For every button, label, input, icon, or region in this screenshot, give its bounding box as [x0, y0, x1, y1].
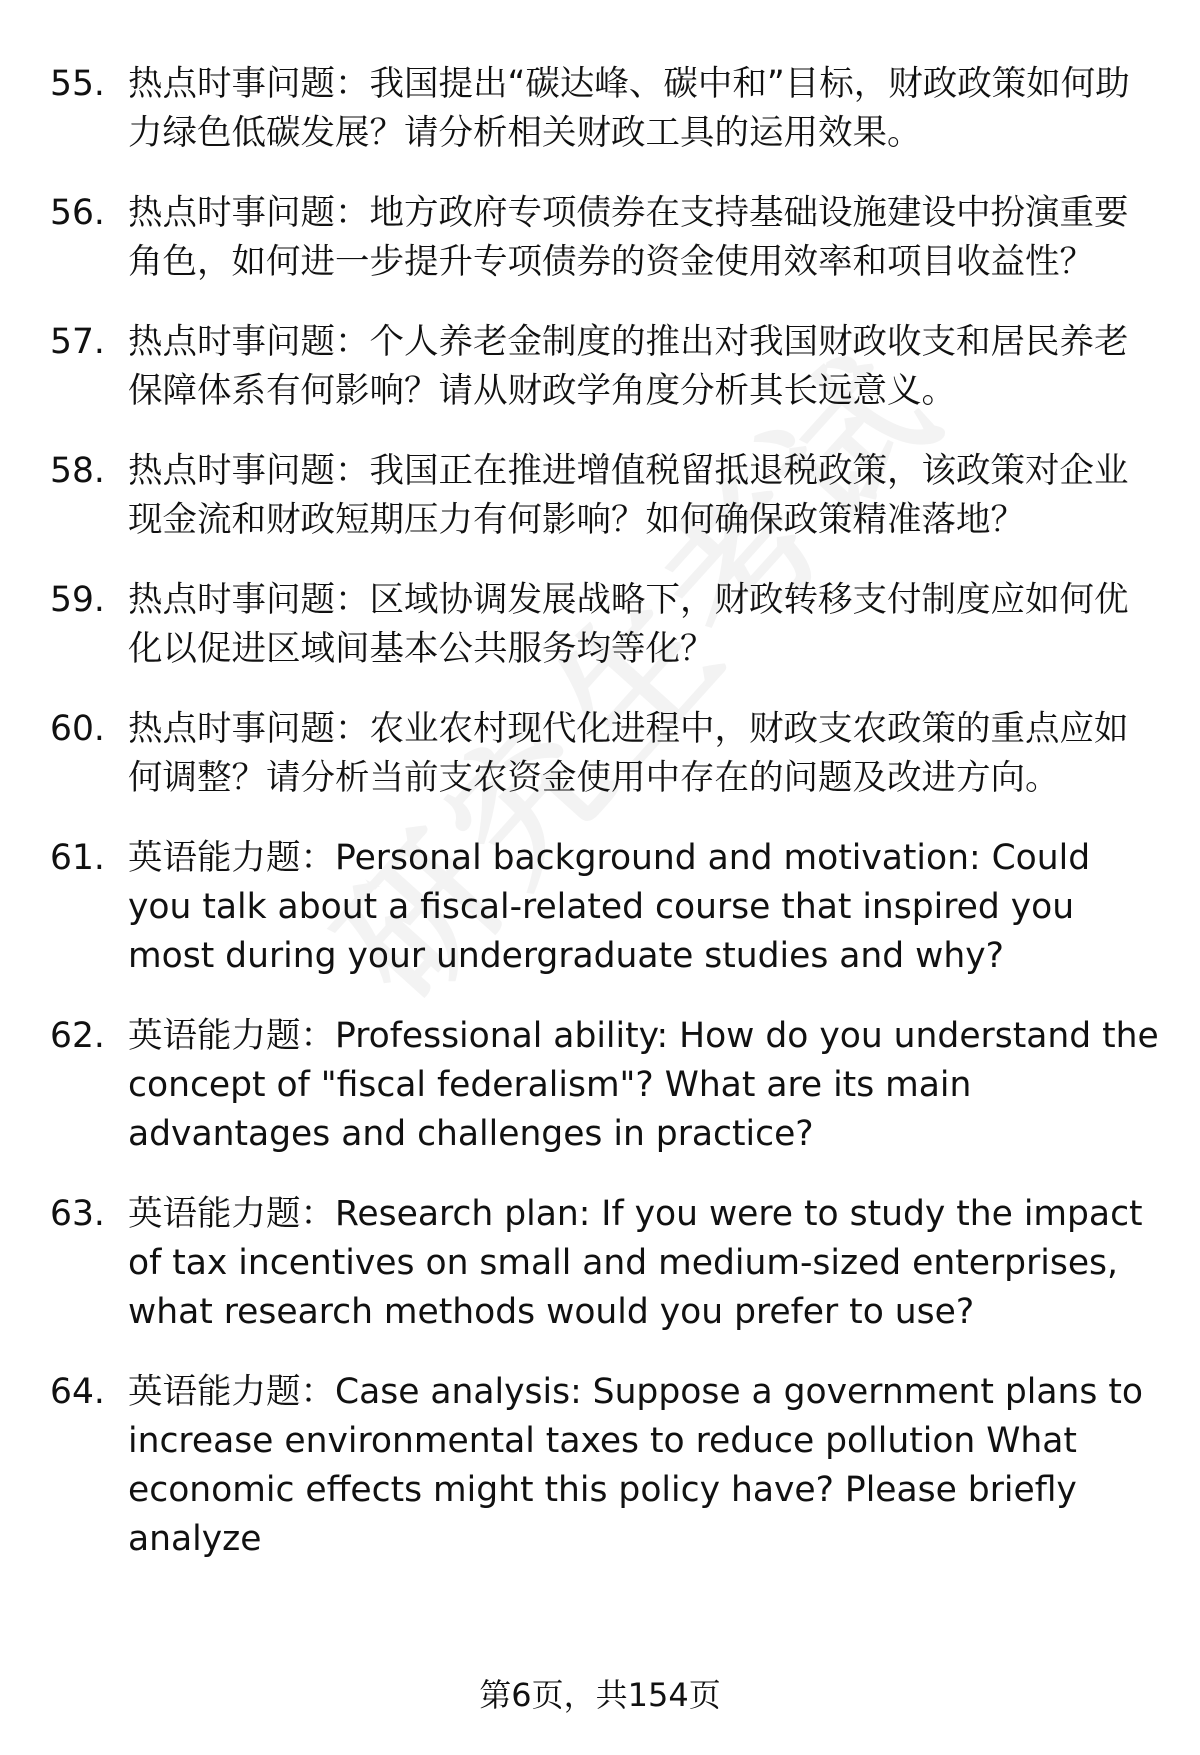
question-number: 58. [50, 451, 105, 491]
question-number: 57. [50, 322, 105, 362]
question-text: 英语能力题：Personal background and motivation: Could you talk about a fiscal-related course that inspired you most during your undergraduate studies and why? [128, 838, 1091, 976]
question-item [50, 1190, 1160, 1337]
question-text: 英语能力题：Case analysis: Suppose a government plans to increase environmental taxes to reduce pollution What economic effects might this policy have? Please briefly analyze [128, 1372, 1143, 1559]
question-text: 英语能力题：Professional ability: How do you understand the concept of "fiscal federalism"? What are its main advantages and challenges in practice? [128, 1016, 1159, 1154]
question-text: 热点时事问题：地方政府专项债券在支持基础设施建设中扮演重要角色，如何进一步提升专项债券的资金使用效率和项目收益性？ [128, 193, 1129, 282]
question-item [50, 705, 1160, 803]
question-item [50, 834, 1160, 981]
question-number: 64. [50, 1372, 105, 1412]
question-text: 热点时事问题：我国正在推进增值税留抵退税政策，该政策对企业现金流和财政短期压力有何影响？如何确保政策精准落地？ [128, 451, 1129, 540]
question-item [50, 576, 1160, 674]
question-list [50, 60, 1160, 1595]
question-number: 63. [50, 1194, 105, 1234]
question-item [50, 1368, 1160, 1564]
question-item [50, 318, 1160, 416]
question-number: 59. [50, 580, 105, 620]
question-text: 热点时事问题：我国提出“碳达峰、碳中和”目标，财政政策如何助力绿色低碳发展？请分析相关财政工具的运用效果。 [128, 64, 1130, 153]
question-text: 热点时事问题：个人养老金制度的推出对我国财政收支和居民养老保障体系有何影响？请从财政学角度分析其长远意义。 [128, 322, 1129, 411]
question-number: 62. [50, 1016, 105, 1056]
question-number: 55. [50, 64, 105, 104]
question-item [50, 447, 1160, 545]
question-item [50, 1012, 1160, 1159]
question-item [50, 60, 1160, 158]
question-text: 英语能力题：Research plan: If you were to study the impact of tax incentives on small and medium-sized enterprises, what research methods would you prefer to use? [128, 1194, 1143, 1332]
question-number: 56. [50, 193, 105, 233]
question-text: 热点时事问题：农业农村现代化进程中，财政支农政策的重点应如何调整？请分析当前支农资金使用中存在的问题及改进方向。 [128, 709, 1129, 798]
question-number: 60. [50, 709, 105, 749]
question-text: 热点时事问题：区域协调发展战略下，财政转移支付制度应如何优化以促进区域间基本公共服务均等化？ [128, 580, 1129, 669]
question-item [50, 189, 1160, 287]
question-number: 61. [50, 838, 105, 878]
page-footer: 第6页，共154页 [479, 1676, 721, 1714]
